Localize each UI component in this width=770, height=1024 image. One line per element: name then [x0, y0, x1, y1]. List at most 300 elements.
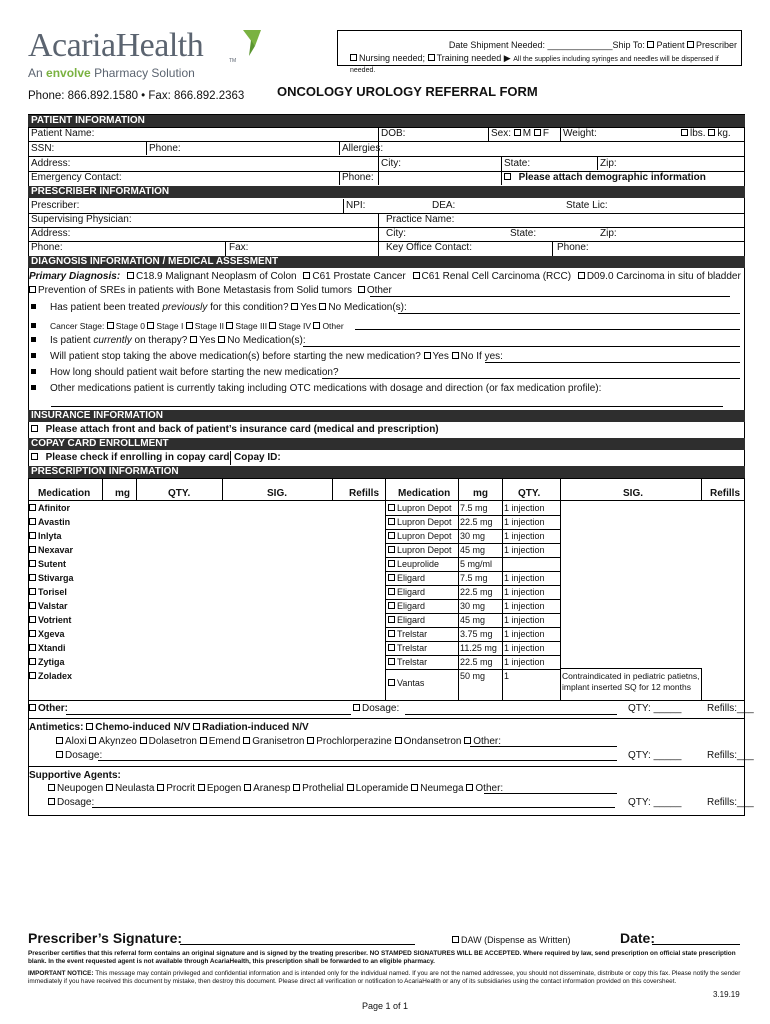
supportive-options [48, 783, 503, 795]
rx-med-right [388, 502, 452, 514]
stage-label: Cancer Stage: [50, 321, 105, 331]
rx-qty-blank: _____ [653, 703, 682, 714]
rx-med-checkbox[interactable] [29, 532, 36, 539]
rx-qty-value: 1 injection [504, 615, 545, 625]
option-checkbox[interactable] [56, 737, 63, 744]
option-checkbox[interactable] [466, 784, 473, 791]
stage2-checkbox[interactable] [186, 322, 193, 329]
section-patient: PATIENT INFORMATION [28, 115, 745, 127]
rx-col-divider [102, 478, 103, 500]
rx-col-divider [560, 478, 561, 500]
copay-checkbox[interactable] [31, 453, 38, 460]
q-stop-medication [31, 351, 503, 363]
option-label: Other: [475, 783, 504, 794]
ship-line [449, 40, 737, 50]
rx-qty-value: 1 injection [504, 503, 545, 513]
q3-yes-checkbox[interactable] [190, 336, 197, 343]
rx-med-checkbox[interactable] [388, 630, 395, 637]
option-checkbox[interactable] [411, 784, 418, 791]
sex-field [491, 128, 549, 140]
rx-column-header: mg [473, 488, 488, 499]
q4-no-label: No [460, 351, 474, 362]
sex-f-checkbox[interactable] [534, 129, 541, 136]
dx-prostate-label: C61 Prostate Cancer [312, 271, 406, 282]
option-checkbox[interactable] [200, 737, 207, 744]
anti-qty [628, 750, 681, 762]
rx-med-name: Lupron Depot [397, 531, 452, 541]
rx-med-name: Torisel [38, 587, 67, 597]
rx-med-right [388, 614, 425, 626]
option-label: Akynzeo [98, 736, 137, 747]
sex-m-label: M [522, 128, 532, 139]
rx-med-left [29, 642, 66, 654]
prescriber-label: Prescriber: [31, 200, 80, 211]
training-label: Training needed [436, 53, 502, 63]
rx-med-checkbox[interactable] [388, 532, 395, 539]
rx-med-checkbox[interactable] [29, 630, 36, 637]
rx-mg: 3.75 mg [460, 629, 493, 639]
notice-label: IMPORTANT NOTICE: [28, 970, 94, 977]
rx-med-left [29, 572, 74, 584]
q1-b: previously [162, 302, 208, 313]
allergies-label: Allergies: [342, 143, 384, 154]
state-lic-label: State Lic: [566, 200, 608, 211]
sex-label: Sex: [491, 128, 512, 139]
rx-col-divider [701, 478, 702, 500]
rx-med-checkbox[interactable] [29, 546, 36, 553]
rx-med-name: Trelstar [397, 629, 428, 639]
rx-med-name: Lupron Depot [397, 503, 452, 513]
prescriber-fax-label: Fax: [229, 242, 249, 253]
option-checkbox[interactable] [464, 737, 471, 744]
insurance-checkbox[interactable] [31, 425, 38, 432]
phone-fax: Phone: 866.892.1580 • Fax: 866.892.2363 [28, 90, 245, 102]
sup-qty-label: QTY: [628, 797, 651, 808]
radiation-nv-checkbox[interactable] [193, 723, 200, 730]
option-checkbox[interactable] [89, 737, 96, 744]
option-label: Epogen [206, 783, 242, 794]
form-title: ONCOLOGY UROLOGY REFERRAL FORM [277, 84, 538, 99]
brand-name: AcariaHealth [28, 27, 204, 64]
prescriber-phone-label: Phone: [31, 242, 63, 253]
rx-med-name: Xgeva [38, 629, 65, 639]
rx-mg: 45 mg [460, 615, 486, 625]
rx-sig-note: implant inserted SQ for 12 months [562, 682, 691, 692]
copay-id-label: Copay ID: [234, 452, 281, 463]
primary-diagnosis-row [29, 271, 741, 283]
rx-med-checkbox[interactable] [29, 644, 36, 651]
cancer-stage-row [31, 320, 344, 332]
rx-med-left [29, 502, 70, 514]
chemo-nv-label: Chemo-induced N/V [95, 722, 191, 733]
rx-med-name: Eligard [397, 573, 426, 583]
rx-med-name: Valstar [38, 601, 68, 611]
antiemetics-options [56, 736, 501, 748]
rx-med-checkbox[interactable] [388, 560, 395, 567]
key-office-phone-label: Phone: [557, 242, 589, 253]
option-checkbox[interactable] [140, 737, 147, 744]
rx-med-right [388, 642, 427, 654]
rx-med-name: Eligard [397, 601, 426, 611]
q4-yes-label: Yes [432, 351, 449, 362]
weight-label: Weight: [563, 128, 597, 139]
notice-body: This message may contain privileged and confidential information and is intended only for the individual named. If you are not the named addressee, you should not disseminate, distribute or copy this fax. Please notify the sender immediately if you have received this document by mistake, then destroy this document. Please direct all verification or notification to AcariaHealth or any of its subsidiaries using the contact information provided on this coversheet. [28, 970, 741, 985]
anti-dosage-checkbox[interactable] [56, 751, 63, 758]
rx-qty-label: QTY: [628, 703, 651, 714]
rx-med-name: Nexavar [38, 545, 74, 555]
stage0-checkbox[interactable] [107, 322, 114, 329]
q3-a: Is patient [50, 335, 91, 346]
rx-qty-value: 1 injection [504, 517, 545, 527]
leaf-logo-icon [241, 28, 263, 58]
rx-med-left [29, 586, 67, 598]
rx-qty-value: 1 injection [504, 601, 545, 611]
radiation-nv-label: Radiation-induced N/V [202, 722, 309, 733]
antiemetics-label: Antimetics: [29, 722, 84, 733]
rx-med-name: Zoladex [38, 671, 73, 681]
dx-other-label: Other [366, 285, 392, 296]
rx-mg: 22.5 mg [460, 517, 493, 527]
rx-med-name: Votrient [38, 615, 72, 625]
tagline-suffix: Pharmacy Solution [94, 66, 195, 80]
rx-med-checkbox[interactable] [388, 574, 395, 581]
rx-med-checkbox[interactable] [388, 658, 395, 665]
sup-dosage-label: Dosage: [57, 797, 95, 808]
stage-other-checkbox[interactable] [313, 322, 320, 329]
rx-mg: 30 mg [460, 601, 486, 611]
copay-note-label: Please check if enrolling in copay card [45, 452, 230, 463]
dea-label: DEA: [432, 200, 456, 211]
stage3-checkbox[interactable] [226, 322, 233, 329]
rx-col-divider [458, 478, 459, 500]
daw-checkbox[interactable] [452, 936, 459, 943]
rx-mg: 11.25 mg [460, 643, 497, 653]
stage1-label: Stage I [156, 321, 184, 331]
rx-med-name: Xtandi [38, 643, 66, 653]
insurance-note-label: Please attach front and back of patient’s insurance card (medical and prescription) [45, 424, 439, 435]
rx-mg: 50 mg [460, 671, 486, 681]
rx-med-left [29, 628, 65, 640]
option-label: Ondansetron [403, 736, 462, 747]
q4-label: Will patient stop taking the above medication(s) before starting the new medication? [50, 351, 421, 362]
rx-med-right [388, 530, 452, 542]
dx-sre-checkbox[interactable] [29, 286, 36, 293]
kg-label: kg. [717, 128, 731, 139]
key-office-contact-label: Key Office Contact: [386, 242, 472, 253]
rx-col-divider [458, 500, 459, 700]
rx-med-name: Eligard [397, 587, 426, 597]
rx-med-right [388, 516, 452, 528]
rx-med-left [29, 614, 71, 626]
rx-other-row [29, 703, 68, 715]
q1-no-checkbox[interactable] [319, 303, 326, 310]
rx-med-checkbox[interactable] [29, 588, 36, 595]
sup-qty-blank: _____ [653, 797, 682, 808]
rx-column-header: SIG. [267, 488, 288, 499]
rx-col-divider [222, 478, 223, 500]
rx-med-checkbox[interactable] [29, 518, 36, 525]
antiemetics-dosage [56, 750, 102, 762]
rx-med-checkbox[interactable] [388, 679, 395, 686]
rx-dosage-label: Dosage: [362, 703, 400, 714]
stage4-checkbox[interactable] [269, 322, 276, 329]
stage1-checkbox[interactable] [147, 322, 154, 329]
option-checkbox[interactable] [198, 784, 205, 791]
q3-medications-label: Medication(s): [242, 335, 306, 346]
option-checkbox[interactable] [244, 784, 251, 791]
rx-column-header: Refills [710, 488, 741, 499]
date-line[interactable] [652, 944, 740, 945]
nursing-checkbox[interactable] [350, 54, 357, 61]
tagline-prefix: An [28, 66, 43, 80]
emergency-phone-label: Phone: [342, 172, 374, 183]
dx-rcc-checkbox[interactable] [413, 272, 420, 279]
rx-mg: 5 mg/ml [460, 559, 493, 569]
rx-col-divider [385, 500, 386, 700]
daw-label: DAW (Dispense as Written) [461, 935, 571, 945]
signature-line[interactable] [180, 944, 415, 945]
patient-state-label: State: [504, 158, 531, 169]
option-checkbox[interactable] [395, 737, 402, 744]
option-label: Emend [208, 736, 241, 747]
rx-med-checkbox[interactable] [29, 616, 36, 623]
anti-qty-label: QTY: [628, 750, 651, 761]
q1-no-label: No [328, 302, 342, 313]
rx-mg: 7.5 mg [460, 573, 488, 583]
q1-yes-checkbox[interactable] [291, 303, 298, 310]
rx-med-checkbox[interactable] [388, 602, 395, 609]
rx-qty-value: 1 injection [504, 643, 545, 653]
antiemetics-row [29, 722, 309, 734]
patient-city-label: City: [381, 158, 401, 169]
rx-med-left [29, 530, 62, 542]
rx-med-checkbox[interactable] [388, 644, 395, 651]
rx-med-name: Zytiga [38, 657, 65, 667]
prescriber-address-label: Address: [31, 228, 71, 239]
ship-date-label: Date Shipment Needed: _____________Ship To: [448, 40, 645, 50]
rx-column-header: QTY. [168, 488, 191, 499]
dx-bladder-checkbox[interactable] [578, 272, 585, 279]
bullet-icon [31, 337, 36, 342]
rx-med-checkbox[interactable] [388, 588, 395, 595]
q4-no-checkbox[interactable] [452, 352, 459, 359]
supportive-dosage [48, 797, 94, 809]
kg-checkbox[interactable] [708, 129, 715, 136]
rx-med-right [388, 600, 425, 612]
sup-dosage-checkbox[interactable] [48, 798, 55, 805]
chemo-nv-checkbox[interactable] [86, 723, 93, 730]
sup-qty [628, 797, 681, 809]
rx-med-left [29, 516, 70, 528]
rx-row-divider [560, 668, 701, 669]
rx-med-name: Vantas [397, 678, 425, 688]
rx-header-divider [28, 500, 745, 501]
section-prescription: PRESCRIPTION INFORMATION [28, 466, 745, 478]
supportive-label: Supportive Agents: [29, 770, 121, 781]
option-label: Neupogen [57, 783, 104, 794]
rx-med-right [388, 558, 439, 570]
shipment-box [337, 30, 742, 74]
option-checkbox[interactable] [106, 784, 113, 791]
rx-med-checkbox[interactable] [388, 616, 395, 623]
training-checkbox[interactable] [428, 54, 435, 61]
rx-col-divider [701, 668, 702, 700]
option-label: Prochlorperazine [316, 736, 392, 747]
rx-med-name: Eligard [397, 615, 426, 625]
prescriber-city-label: City: [386, 228, 406, 239]
rx-med-checkbox[interactable] [29, 658, 36, 665]
rx-column-header: QTY. [518, 488, 541, 499]
q1-yes-label: Yes [300, 302, 317, 313]
rx-med-checkbox[interactable] [29, 504, 36, 511]
nursing-line [350, 53, 741, 74]
rx-qty-value: 1 injection [504, 531, 545, 541]
q1-a: Has patient been treated [50, 302, 160, 313]
rx-med-checkbox[interactable] [29, 602, 36, 609]
patient-phone-label: Phone: [149, 143, 181, 154]
rx-col-divider [560, 500, 561, 700]
rx-col-divider [332, 478, 333, 500]
dx-rcc-label: C61 Renal Cell Carcinoma (RCC) [421, 271, 572, 282]
rx-med-name: Sutent [38, 559, 66, 569]
rx-column-header: Medication [398, 488, 451, 499]
rx-med-left [29, 600, 68, 612]
rx-column-header: Refills [349, 488, 380, 499]
rx-qty-value: 1 [504, 671, 510, 681]
section-insurance: INSURANCE INFORMATION [28, 410, 745, 422]
version: 3.19.19 [713, 990, 740, 999]
sex-f-label: F [542, 128, 550, 139]
dx-other-checkbox[interactable] [358, 286, 365, 293]
q4-yes-checkbox[interactable] [424, 352, 431, 359]
q3-yes-label: Yes [199, 335, 216, 346]
option-label: Neulasta [114, 783, 155, 794]
nursing-label: Nursing needed; [359, 53, 426, 63]
sup-refills [707, 797, 754, 809]
option-checkbox[interactable] [293, 784, 300, 791]
stage4-label: Stage IV [278, 321, 312, 331]
ship-patient-label: Patient [656, 40, 685, 50]
signature-label: Prescriber’s Signature: [28, 930, 183, 946]
rx-med-left [29, 544, 73, 556]
q3-no-checkbox[interactable] [218, 336, 225, 343]
rx-dosage [353, 703, 399, 715]
rx-qty-value: 1 injection [504, 545, 545, 555]
anti-refills-label: Refills: [707, 750, 738, 761]
anti-dosage-label: Dosage: [65, 750, 103, 761]
rx-dosage-checkbox[interactable] [353, 704, 360, 711]
lbs-label: lbs. [690, 128, 706, 139]
sup-refills-blank: ___ [737, 797, 754, 808]
q4-if-yes-label: If yes: [476, 351, 503, 362]
bullet-icon [31, 304, 36, 309]
page-number: Page 1 of 1 [362, 1001, 409, 1011]
acaria-logo [28, 28, 203, 80]
rx-med-right [388, 656, 427, 668]
rx-qty [628, 703, 681, 715]
rx-med-right [388, 586, 425, 598]
demographic-checkbox[interactable] [504, 173, 511, 180]
patient-address-label: Address: [31, 158, 71, 169]
supervising-physician-label: Supervising Physician: [31, 214, 132, 225]
rx-med-checkbox[interactable] [29, 560, 36, 567]
option-checkbox[interactable] [157, 784, 164, 791]
daw [452, 934, 571, 946]
ship-prescriber-label: Prescriber [695, 40, 737, 50]
dx-colon-checkbox[interactable] [127, 272, 134, 279]
dx-prostate-checkbox[interactable] [303, 272, 310, 279]
tagline-brand: envolve [46, 66, 91, 80]
q6-label: Other medications patient is currently taking including OTC medications with dosage and direction (or fax medication profile): [50, 383, 602, 394]
rx-column-header: mg [115, 488, 130, 499]
patient-name-label: Patient Name: [31, 128, 95, 139]
option-checkbox[interactable] [307, 737, 314, 744]
dx-bladder-label: D09.0 Carcinoma in situ of bladder [586, 271, 741, 282]
rx-med-name: Afinitor [38, 503, 70, 513]
demographic-label: Please attach demographic information [518, 172, 706, 183]
ship-prescriber-checkbox[interactable] [687, 41, 694, 48]
option-checkbox[interactable] [243, 737, 250, 744]
npi-label: NPI: [346, 200, 366, 211]
rx-mg: 45 mg [460, 545, 486, 555]
q3-c: on therapy? [134, 335, 188, 346]
dob-label: DOB: [381, 128, 406, 139]
q-other-medications [31, 383, 601, 395]
rx-med-checkbox[interactable] [388, 504, 395, 511]
rx-med-right [388, 677, 424, 689]
sex-m-checkbox[interactable] [514, 129, 521, 136]
rx-other-checkbox[interactable] [29, 704, 36, 711]
rx-med-checkbox[interactable] [388, 518, 395, 525]
section-prescriber: PRESCRIBER INFORMATION [28, 186, 745, 198]
rx-med-checkbox[interactable] [29, 672, 36, 679]
rx-med-name: Stivarga [38, 573, 74, 583]
option-checkbox[interactable] [48, 784, 55, 791]
rx-med-right [388, 544, 452, 556]
anti-qty-blank: _____ [653, 750, 682, 761]
prescriber-zip-label: Zip: [600, 228, 617, 239]
trademark: TM [229, 58, 237, 64]
supplies-note: All the supplies including syringes and needles will be dispensed if needed. [350, 56, 719, 74]
rx-med-right [388, 628, 427, 640]
rx-med-checkbox[interactable] [29, 574, 36, 581]
rx-refills-label: Refills: [707, 703, 738, 714]
rx-qty-value: 1 injection [504, 587, 545, 597]
stage2-label: Stage II [194, 321, 225, 331]
sup-refills-label: Refills: [707, 797, 738, 808]
rx-med-name: Leuprolide [397, 559, 440, 569]
dx-sre-row [29, 285, 392, 297]
arrow-right-icon: ▶ [503, 53, 511, 63]
rx-med-name: Trelstar [397, 643, 428, 653]
q-previous-treatment [31, 302, 407, 314]
q-current-therapy [31, 335, 306, 347]
anti-refills [707, 750, 754, 762]
lbs-checkbox[interactable] [681, 129, 688, 136]
section-diagnosis: DIAGNOSIS INFORMATION / MEDICAL ASSESMENT [28, 256, 745, 268]
q3-b: currently [93, 335, 132, 346]
rx-mg: 22.5 mg [460, 587, 493, 597]
rx-qty-value: 1 injection [504, 657, 545, 667]
option-checkbox[interactable] [347, 784, 354, 791]
rx-med-name: Trelstar [397, 657, 428, 667]
rx-column-header: SIG. [623, 488, 644, 499]
rx-qty-value: 1 injection [504, 629, 545, 639]
ship-patient-checkbox[interactable] [647, 41, 654, 48]
tagline [28, 66, 203, 80]
rx-med-checkbox[interactable] [388, 546, 395, 553]
rx-mg: 30 mg [460, 531, 486, 541]
